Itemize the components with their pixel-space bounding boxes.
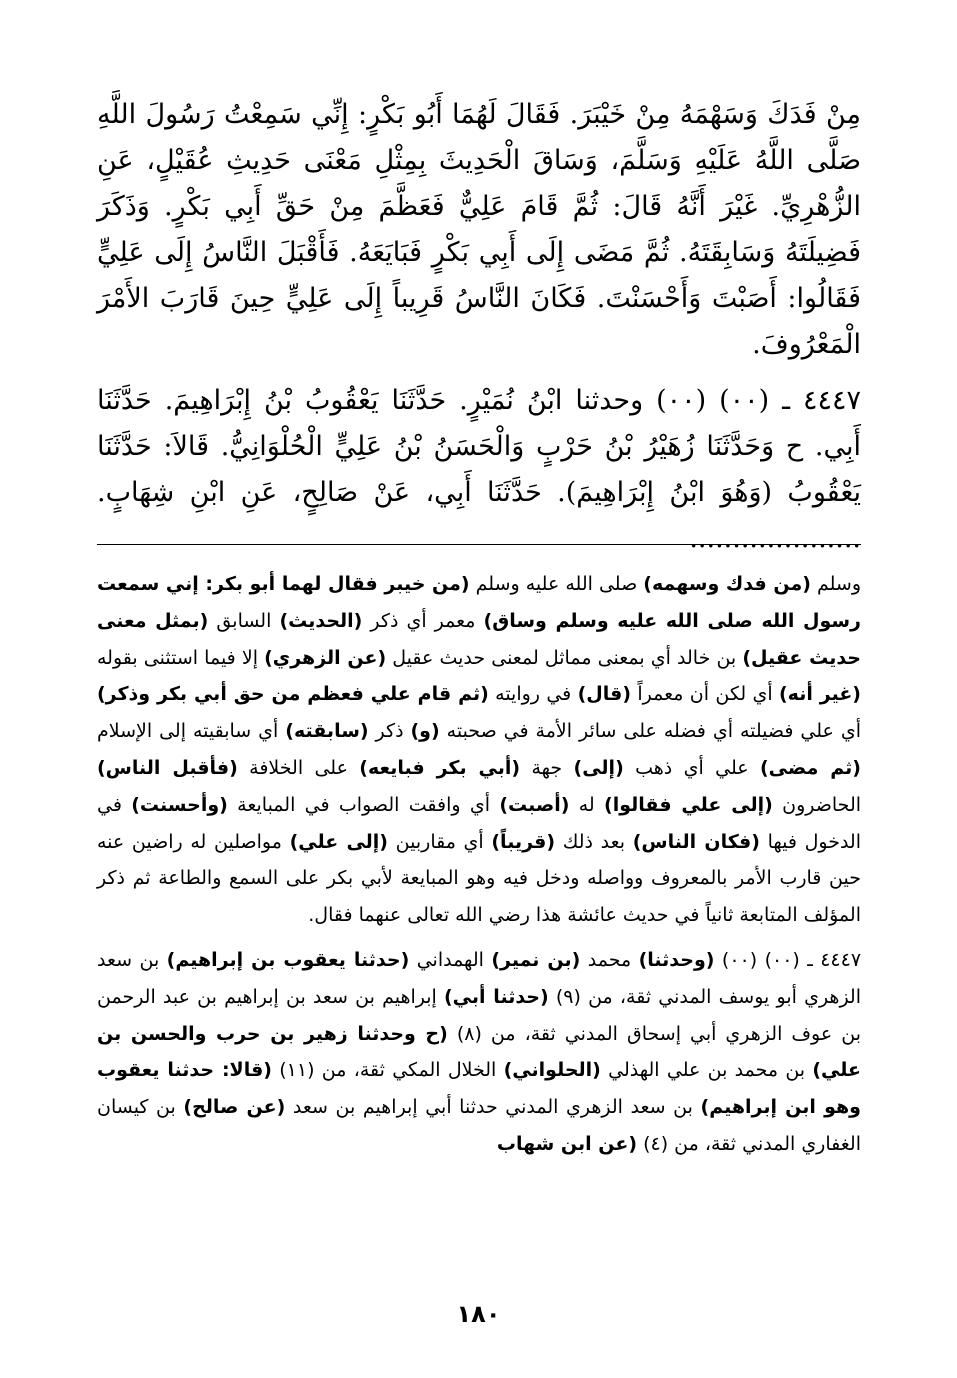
commentary-text: أي سابقيته إلى الإسلام bbox=[97, 720, 286, 743]
quoted-phrase: (من فدك وسهمه) bbox=[643, 573, 811, 595]
quoted-phrase: (عن صالح) bbox=[183, 1096, 286, 1119]
quoted-phrase: (الحلواني) bbox=[503, 1059, 601, 1082]
commentary-text: في الدخول فيها bbox=[97, 793, 861, 853]
quoted-phrase: (إلى علي فقالوا) bbox=[604, 793, 773, 816]
commentary-text: جهة bbox=[520, 756, 574, 779]
commentary-text: بن سعد الزهري أبو يوسف المدني ثقة، من (٩) bbox=[97, 948, 861, 1008]
commentary-text: أي وافقت الصواب في المبايعة bbox=[227, 793, 500, 816]
quoted-phrase: (حدثنا يعقوب بن إبراهيم) bbox=[166, 948, 410, 971]
commentary-text: وسلم bbox=[810, 573, 861, 595]
commentary-text: إلا فيما استثنى بقوله bbox=[97, 646, 265, 669]
commentary-text: السابق bbox=[208, 609, 280, 632]
quoted-phrase: (أصبت) bbox=[499, 793, 570, 816]
commentary-text: إبراهيم بن سعد بن إبراهيم بن عبد الرحمن بن عوف الزهري أبي إسحاق المدني ثقة، من (٨) bbox=[97, 985, 861, 1045]
quoted-phrase: (بمثل معنى حديث عقيل) bbox=[97, 609, 861, 669]
quoted-phrase: (قال) bbox=[577, 683, 632, 706]
commentary-text: في روايته bbox=[488, 683, 578, 706]
quoted-phrase: (وأحسنت) bbox=[131, 793, 228, 816]
commentary-text: له bbox=[569, 793, 605, 816]
quoted-phrase: (ثم مضى) bbox=[759, 756, 861, 779]
quoted-phrase: (قريباً) bbox=[491, 830, 556, 853]
quoted-phrase: (وحدثنا) bbox=[638, 948, 715, 971]
commentary-text: ٤٤٤٧ ـ (٠٠) (٠٠) bbox=[714, 948, 862, 971]
quoted-phrase: (قالا: حدثنا يعقوب وهو ابن إبراهيم) bbox=[97, 1059, 861, 1119]
quoted-phrase: (الحديث) bbox=[279, 609, 363, 632]
quoted-phrase: (عن الزهري) bbox=[264, 646, 387, 669]
quoted-phrase: (سابقته) bbox=[285, 720, 369, 743]
hadith-paragraph-2: ٤٤٤٧ ـ (٠٠) (٠٠) وحدثنا ابْنُ نُمَيْرٍ. حَدَّثَنَا يَعْقُوبُ بْنُ إِبْرَاهِيمَ. حَدَّثَنَا أَبِي. ح وَحَدَّثَنَا زُهَيْرُ بْنُ حَرْبٍ وَالْحَسَنُ بْنُ عَلِيٍّ الْحُلْوَانِيُّ. قَالاَ: حَدَّثَنَا يَعْقُوبُ (وَهُوَ ابْنُ إِبْرَاهِيمَ). حَدَّثَنَا أَبِي، عَنْ صَالِحٍ، عَنِ ابْنِ شِهَابٍ. .................... bbox=[97, 385, 862, 554]
commentary-text: الخلال المكي ثقة، من (١١) bbox=[271, 1059, 504, 1082]
quoted-phrase: (إلى) bbox=[573, 756, 624, 779]
commentary-text: معمر أي ذكر bbox=[362, 609, 484, 632]
commentary-text: أي علي فضيلته أي فضله على سائر الأمة في صحبته bbox=[439, 720, 861, 743]
quoted-phrase: (فأقبل الناس) bbox=[97, 756, 238, 779]
quoted-phrase: (ثم قام علي فعظم من حق أبي بكر وذكر) bbox=[97, 683, 489, 706]
commentary-text: أي لكن أن معمراً bbox=[631, 683, 779, 706]
hadith-text bbox=[97, 92, 861, 562]
commentary-text: صلى الله عليه وسلم bbox=[469, 573, 644, 595]
quoted-phrase: (حدثنا أبي) bbox=[444, 985, 549, 1008]
quoted-phrase: (بن نمير) bbox=[491, 948, 581, 971]
commentary-text: محمد bbox=[580, 948, 639, 971]
commentary-text: بن خالد أي بمعنى مماثل لمعنى حديث عقيل bbox=[386, 646, 743, 669]
commentary-text: بعد ذلك bbox=[555, 830, 633, 853]
commentary bbox=[97, 566, 861, 1163]
commentary-text: بن محمد بن علي الهذلي bbox=[600, 1059, 813, 1082]
quoted-phrase: (فكان الناس) bbox=[632, 830, 760, 853]
footnote-separator bbox=[97, 544, 861, 545]
commentary-text: ذكر bbox=[368, 720, 411, 743]
commentary-text: علي أي ذهب bbox=[623, 756, 760, 779]
quoted-phrase: (إلى علي) bbox=[289, 830, 388, 853]
commentary-text: أي مقاربين bbox=[388, 830, 492, 853]
commentary-text: الهمداني bbox=[409, 948, 492, 971]
commentary-text: مواصلين له راضين عنه حين قارب الأمر بالمعروف وواصله ودخل فيه وهو المبايعة لأبي بكر على السمع والطاعة ثم ذكر المؤلف المتابعة ثانياً في حديث عائشة هذا رضي الله تعالى عنهما فقال. bbox=[97, 830, 861, 927]
quoted-phrase: (أبي بكر فبايعه) bbox=[359, 756, 521, 779]
quoted-phrase: (من خيبر فقال لهما أبو بكر: إني سمعت رسول الله صلى الله عليه وسلم وساق) bbox=[97, 573, 861, 632]
commentary-paragraph-1 bbox=[97, 566, 861, 934]
commentary-paragraph-2 bbox=[97, 942, 861, 1163]
hadith-paragraph-1: مِنْ فَدَكَ وَسَهْمَهُ مِنْ خَيْبَرَ. فَقَالَ لَهُمَا أَبُو بَكْرٍ: إِنِّي سَمِعْتُ رَسُولَ اللَّهِ صَلَّى اللَّهُ عَلَيْهِ وَسَلَّمَ، وَسَاقَ الْحَدِيثَ بِمِثْلِ مَعْنَى حَدِيثِ عُقَيْلٍ، عَنِ الزُّهْرِيِّ. غَيْرَ أَنَّهُ قَالَ: ثُمَّ قَامَ عَلِيٌّ فَعَظَّمَ مِنْ حَقِّ أَبِي بَكْرٍ. وَذَكَرَ فَضِيلَتَهُ وَسَابِقَتَهُ. ثُمَّ مَضَى إِلَى أَبِي بَكْرٍ فَبَايَعَهُ. فَأَقْبَلَ النَّاسُ إِلَى عَلِيٍّ فَقَالُوا: أَصَبْتَ وَأَحْسَنْتَ. فَكَانَ النَّاسُ قَرِيباً إِلَى عَلِيٍّ حِينَ قَارَبَ الأَمْرَ الْمَعْرُوفَ. bbox=[97, 99, 861, 360]
quoted-phrase: (عن ابن شهاب bbox=[496, 1132, 638, 1155]
quoted-phrase: (ح وحدثنا زهير بن حرب والحسن بن علي) bbox=[97, 1022, 862, 1082]
commentary-text: بن سعد الزهري المدني حدثنا أبي إبراهيم بن سعد bbox=[285, 1096, 701, 1119]
quoted-phrase: (غير أنه) bbox=[778, 683, 861, 706]
page-number: ١٨٠ bbox=[456, 1300, 501, 1328]
commentary-text: على الخلافة bbox=[237, 756, 360, 779]
quoted-phrase: (و) bbox=[410, 720, 440, 743]
commentary-text: بن كيسان الغفاري المدني ثقة، من (٤) bbox=[97, 1096, 861, 1155]
commentary-text: الحاضرون bbox=[772, 793, 862, 816]
